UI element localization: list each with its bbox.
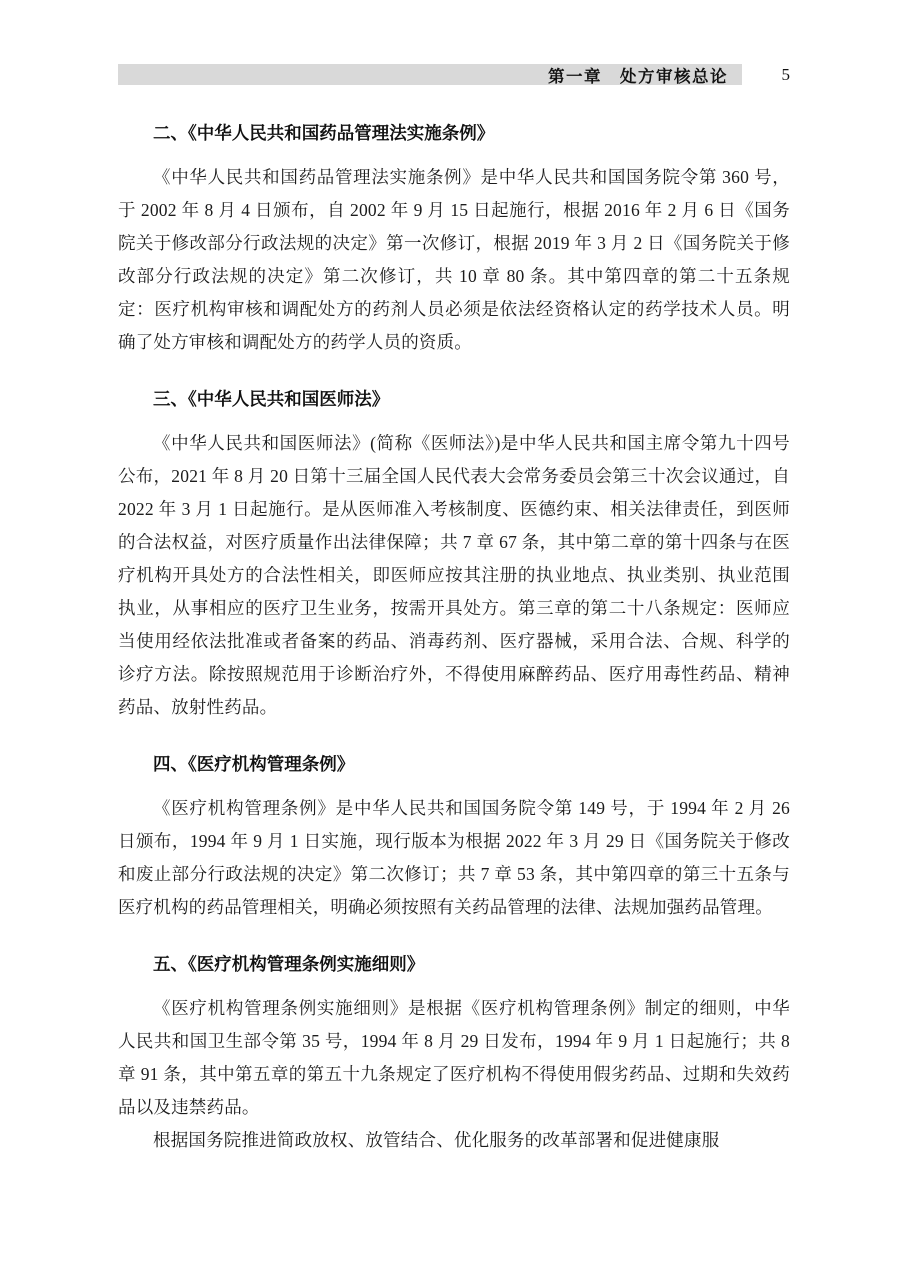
paragraph: 《中华人民共和国医师法》(简称《医师法》)是中华人民共和国主席令第九十四号公布，2021 年 8 月 20 日第十三届全国人民代表大会常务委员会第三十次会议通过，自 2022 年 3 月 1 日起施行。是从医师准入考核制度、医德约束、相关法律责任，到医师的合法权益，对医疗质量作出法律保障；共 7 章 67 条，其中第二章的第十四条与在医疗机构开具处方的合法性相关，即医师应按其注册的执业地点、执业类别、执业范围执业，从事相应的医疗卫生业务，按需开具处方。第三章的第二十八条规定：医师应当使用经依法批准或者备案的药品、消毒药剂、医疗器械，采用合法、合规、科学的诊疗方法。除按照规范用于诊断治疗外，不得使用麻醉药品、医疗用毒性药品、精神药品、放射性药品。 — [118, 433, 790, 717]
page-number: 5 — [781, 64, 790, 84]
paragraph: 《医疗机构管理条例》是中华人民共和国国务院令第 149 号，于 1994 年 2 月 26 日颁布，1994 年 9 月 1 日实施，现行版本为根据 2022 年 3 月 29 日《国务院关于修改和废止部分行政法规的决定》第二次修订；共 7 章 53 条，其中第四章的第三十五条与医疗机构的药品管理相关，明确必须按照有关药品管理的法律、法规加强药品管理。 — [118, 798, 790, 917]
section-implementation-rules — [118, 952, 790, 1157]
section-regulations-drug-admin — [118, 121, 790, 359]
section-medical-institution-regulations — [118, 752, 790, 924]
section-physicians-law — [118, 387, 790, 724]
paragraph: 《医疗机构管理条例实施细则》是根据《医疗机构管理条例》制定的细则，中华人民共和国卫生部令第 35 号，1994 年 8 月 29 日发布，1994 年 9 月 1 日起施行；共 8 章 91 条，其中第五章的第五十九条规定了医疗机构不得使用假劣药品、过期和失效药品以及违禁药品。 — [118, 998, 790, 1117]
section-heading: 五、《医疗机构管理条例实施细则》 — [153, 954, 425, 974]
section-heading: 三、《中华人民共和国医师法》 — [153, 389, 390, 409]
section-heading: 二、《中华人民共和国药品管理法实施条例》 — [153, 123, 495, 143]
section-heading: 四、《医疗机构管理条例》 — [153, 754, 355, 774]
paragraph: 根据国务院推进简政放权、放管结合、优化服务的改革部署和促进健康服 — [153, 1130, 720, 1150]
paragraph: 《中华人民共和国药品管理法实施条例》是中华人民共和国国务院令第 360 号，于 2002 年 8 月 4 日颁布，自 2002 年 9 月 15 日起施行，根据 2016 年 2 月 6 日《国务院关于修改部分行政法规的决定》第一次修订，根据 2019 年 3 月 2 日《国务院关于修改部分行政法规的决定》第二次修订，共 10 章 80 条。其中第四章的第二十五条规定：医疗机构审核和调配处方的药剂人员必须是依法经资格认定的药学技术人员。明确了处方审核和调配处方的药学人员的资质。 — [118, 167, 790, 352]
chapter-title: 第一章 处方审核总论 — [548, 67, 728, 86]
running-head-bar — [118, 64, 742, 85]
page-header — [118, 64, 790, 85]
